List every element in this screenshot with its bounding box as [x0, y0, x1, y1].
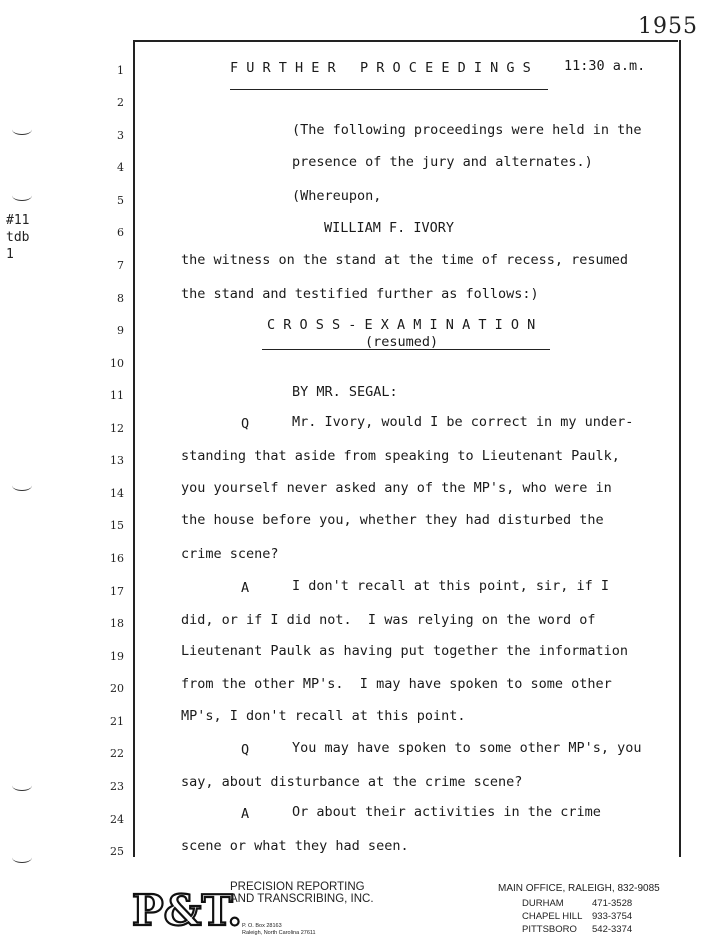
- firm-name-line: AND TRANSCRIBING, INC.: [230, 893, 374, 905]
- page-frame-right: [679, 40, 681, 857]
- transcript-line: crime scene?: [181, 546, 279, 562]
- transcript-line: presence of the jury and alternates.): [292, 154, 593, 170]
- transcript-line: scene or what they had seen.: [181, 838, 409, 854]
- page-frame-left: [133, 40, 135, 857]
- address-line: Raleigh, North Carolina 27611: [242, 930, 316, 936]
- margin-hole-mark: [12, 190, 32, 201]
- answer-marker: A: [241, 580, 250, 596]
- branch-city: PITTSBORO: [522, 924, 577, 935]
- transcript-line: MP's, I don't recall at this point.: [181, 708, 466, 724]
- transcript-line: from the other MP's. I may have spoken to some other: [181, 676, 612, 692]
- margin-hole-mark: [12, 852, 32, 863]
- transcript-line: the witness on the stand at the time of recess, resumed: [181, 252, 629, 268]
- question-marker: Q: [241, 742, 250, 758]
- examination-subheading: (resumed): [365, 334, 439, 350]
- examiner-label: BY MR. SEGAL:: [292, 384, 398, 400]
- address-line: P. O. Box 28163: [242, 923, 282, 929]
- margin-hole-mark: [12, 780, 32, 791]
- examination-underline: [262, 349, 550, 350]
- line-number: 21: [110, 715, 124, 728]
- margin-hole-mark: [12, 124, 32, 135]
- firm-address: [242, 923, 316, 937]
- transcript-line: you yourself never asked any of the MP's, who were in: [181, 480, 612, 496]
- margin-note: 1: [6, 247, 14, 262]
- page-frame-top: [133, 40, 678, 42]
- transcript-line: standing that aside from speaking to Lieutenant Paulk,: [181, 448, 620, 464]
- line-number: 19: [110, 650, 124, 663]
- transcript-line: the house before you, whether they had disturbed the: [181, 512, 604, 528]
- session-time: 11:30 a.m.: [564, 58, 646, 74]
- margin-note: #11: [6, 213, 30, 228]
- margin-hole-mark: [12, 480, 32, 491]
- line-number: 12: [110, 422, 124, 435]
- section-heading: F U R T H E R P R O C E E D I N G S: [230, 60, 531, 76]
- branch-city: DURHAM: [522, 898, 564, 909]
- line-number: 18: [110, 617, 124, 630]
- branch-phone: 542-3374: [592, 924, 633, 935]
- branch-phone: 471-3528: [592, 898, 633, 909]
- main-office: MAIN OFFICE, RALEIGH, 832-9085: [498, 883, 660, 894]
- line-number: 8: [117, 292, 124, 305]
- line-number: 1: [117, 64, 124, 77]
- branch-city: CHAPEL HILL: [522, 911, 583, 922]
- firm-name: [230, 881, 374, 905]
- transcript-line: say, about disturbance at the crime scene?: [181, 774, 523, 790]
- transcript-line: the stand and testified further as follows:): [181, 286, 539, 302]
- transcript-line: Mr. Ivory, would I be correct in my under-: [292, 414, 634, 430]
- margin-note: tdb: [6, 230, 30, 245]
- transcript-line: Lieutenant Paulk as having put together the information: [181, 643, 629, 659]
- witness-name: WILLIAM F. IVORY: [324, 220, 455, 236]
- transcript-line: Or about their activities in the crime: [292, 804, 601, 820]
- line-number: 13: [110, 454, 124, 467]
- line-number: 11: [110, 389, 124, 402]
- line-number: 20: [110, 682, 124, 695]
- line-number: 24: [110, 813, 124, 826]
- branch-phone: 933-3754: [592, 911, 633, 922]
- line-number: 10: [110, 357, 124, 370]
- examination-heading: C R O S S - E X A M I N A T I O N: [267, 317, 536, 333]
- line-number: 25: [110, 845, 124, 858]
- line-number: 5: [117, 194, 124, 207]
- line-number: 6: [117, 226, 124, 239]
- line-number: 16: [110, 552, 124, 565]
- line-number: 23: [110, 780, 124, 793]
- line-number: 17: [110, 585, 124, 598]
- transcript-line: (Whereupon,: [292, 188, 382, 204]
- firm-name-line: PRECISION REPORTING: [230, 881, 365, 893]
- answer-marker: A: [241, 806, 250, 822]
- line-number: 14: [110, 487, 124, 500]
- transcript-line: (The following proceedings were held in the: [292, 122, 642, 138]
- transcript-line: I don't recall at this point, sir, if I: [292, 578, 609, 594]
- line-number: 3: [117, 129, 124, 142]
- company-logo: [132, 880, 242, 936]
- question-marker: Q: [241, 416, 250, 432]
- heading-underline: [230, 89, 548, 90]
- line-number: 2: [117, 96, 124, 109]
- line-number: 4: [117, 161, 124, 174]
- line-number: 7: [117, 259, 124, 272]
- transcript-line: did, or if I did not. I was relying on the word of: [181, 612, 596, 628]
- line-number: 22: [110, 747, 124, 760]
- line-number: 9: [117, 324, 124, 337]
- line-number: 15: [110, 519, 124, 532]
- page-number: 1955: [638, 14, 698, 39]
- logo-text: P&T.: [132, 886, 242, 935]
- transcript-line: You may have spoken to some other MP's, you: [292, 740, 642, 756]
